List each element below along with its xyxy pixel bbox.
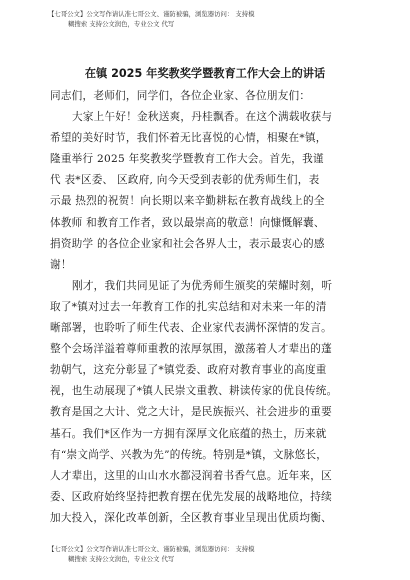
paragraph-line: 希望的美好时节，我们怀着无比喜悦的心情，相聚在*镇， xyxy=(50,132,327,145)
paragraph-line: 谢！ xyxy=(50,258,72,271)
salutation: 同志们，老师们，同学们，各位企业家、各位朋友们： xyxy=(50,90,311,102)
header-line-1: 【七哥公文】公文写作请认准七哥公文、谨防被骗，浏览器访问： 支持模 xyxy=(48,10,255,18)
paragraph-line: 体教师 和教育工作者，致以最崇高的敬意！向慷慨解囊、 xyxy=(50,216,325,229)
paragraph-line: 人才辈出，这里的山山水水都浸润着书香气息。近年来，区 xyxy=(50,469,332,482)
paragraph-line: 隆重举行 2025 年奖教奖学暨教育工作大会。首先，我谨 xyxy=(50,153,324,166)
paragraph-line: 视，也生动展现了*镇人民崇文重教、耕读传家的优良传统。 xyxy=(50,385,338,398)
header-line-2: 糊搜索 支持公文润色，专业公文 代写 xyxy=(68,20,175,28)
paragraph-line: 基石。我们*区作为一方拥有深厚文化底蕴的热土，历来就 xyxy=(50,427,327,440)
paragraph-line: 晰部署，也聆听了师生代表、企业家代表满怀深情的发言。 xyxy=(50,322,332,335)
document-body xyxy=(50,86,362,529)
paragraph-line: 刚才，我们共同见证了为优秀师生颁奖的荣耀时刻，听 xyxy=(72,279,333,292)
paragraph-1 xyxy=(50,107,362,276)
page-header xyxy=(48,9,368,29)
paragraph-line: 大家上午好！金秋送爽，丹桂飘香。在这个满载收获与 xyxy=(72,111,333,124)
document-title: 在镇 2025 年奖教奖学暨教育工作大会上的讲话 xyxy=(84,67,326,80)
footer-line-2: 糊搜索 支持公文润色，专业公文 代写 xyxy=(68,555,175,563)
paragraph-line: 整个会场洋溢着尊师重教的浓厚氛围，激荡着人才辈出的蓬 xyxy=(50,343,332,356)
paragraph-line: 勃朝气，这充分彰显了*镇党委、政府对教育事业的高度重 xyxy=(50,364,327,377)
paragraph-2 xyxy=(50,276,362,529)
paragraph-line: 捐资助学 的各位企业家和社会各界人士，表示最衷心的感 xyxy=(50,237,325,250)
paragraph-line: 教育是国之大计、党之大计，是民族振兴、社会进步的重要 xyxy=(50,406,332,419)
paragraph-line: 代 表*区委、 区政府, 向今天受到表彰的优秀师生们，表 xyxy=(50,174,320,187)
page-footer xyxy=(48,544,368,564)
paragraph-line: 取了*镇对过去一年教育工作的扎实总结和对未来一年的清 xyxy=(50,300,327,313)
footer-line-1: 【七哥公文】公文写作请认准七哥公文、谨防被骗，浏览器访问： 支持模 xyxy=(48,545,255,553)
paragraph-line: 加大投入，深化改革创新，全区教育事业呈现出优质均衡、 xyxy=(50,511,332,524)
paragraph-line: 委、区政府始终坚持把教育摆在优先发展的战略地位，持续 xyxy=(50,490,332,503)
paragraph-line: 有“崇文尚学、兴教为先”的传统。特别是*镇，文脉悠长， xyxy=(50,448,328,461)
paragraph-line: 示最 热烈的祝贺！向长期以来辛勤耕耘在教育战线上的全 xyxy=(50,195,325,208)
